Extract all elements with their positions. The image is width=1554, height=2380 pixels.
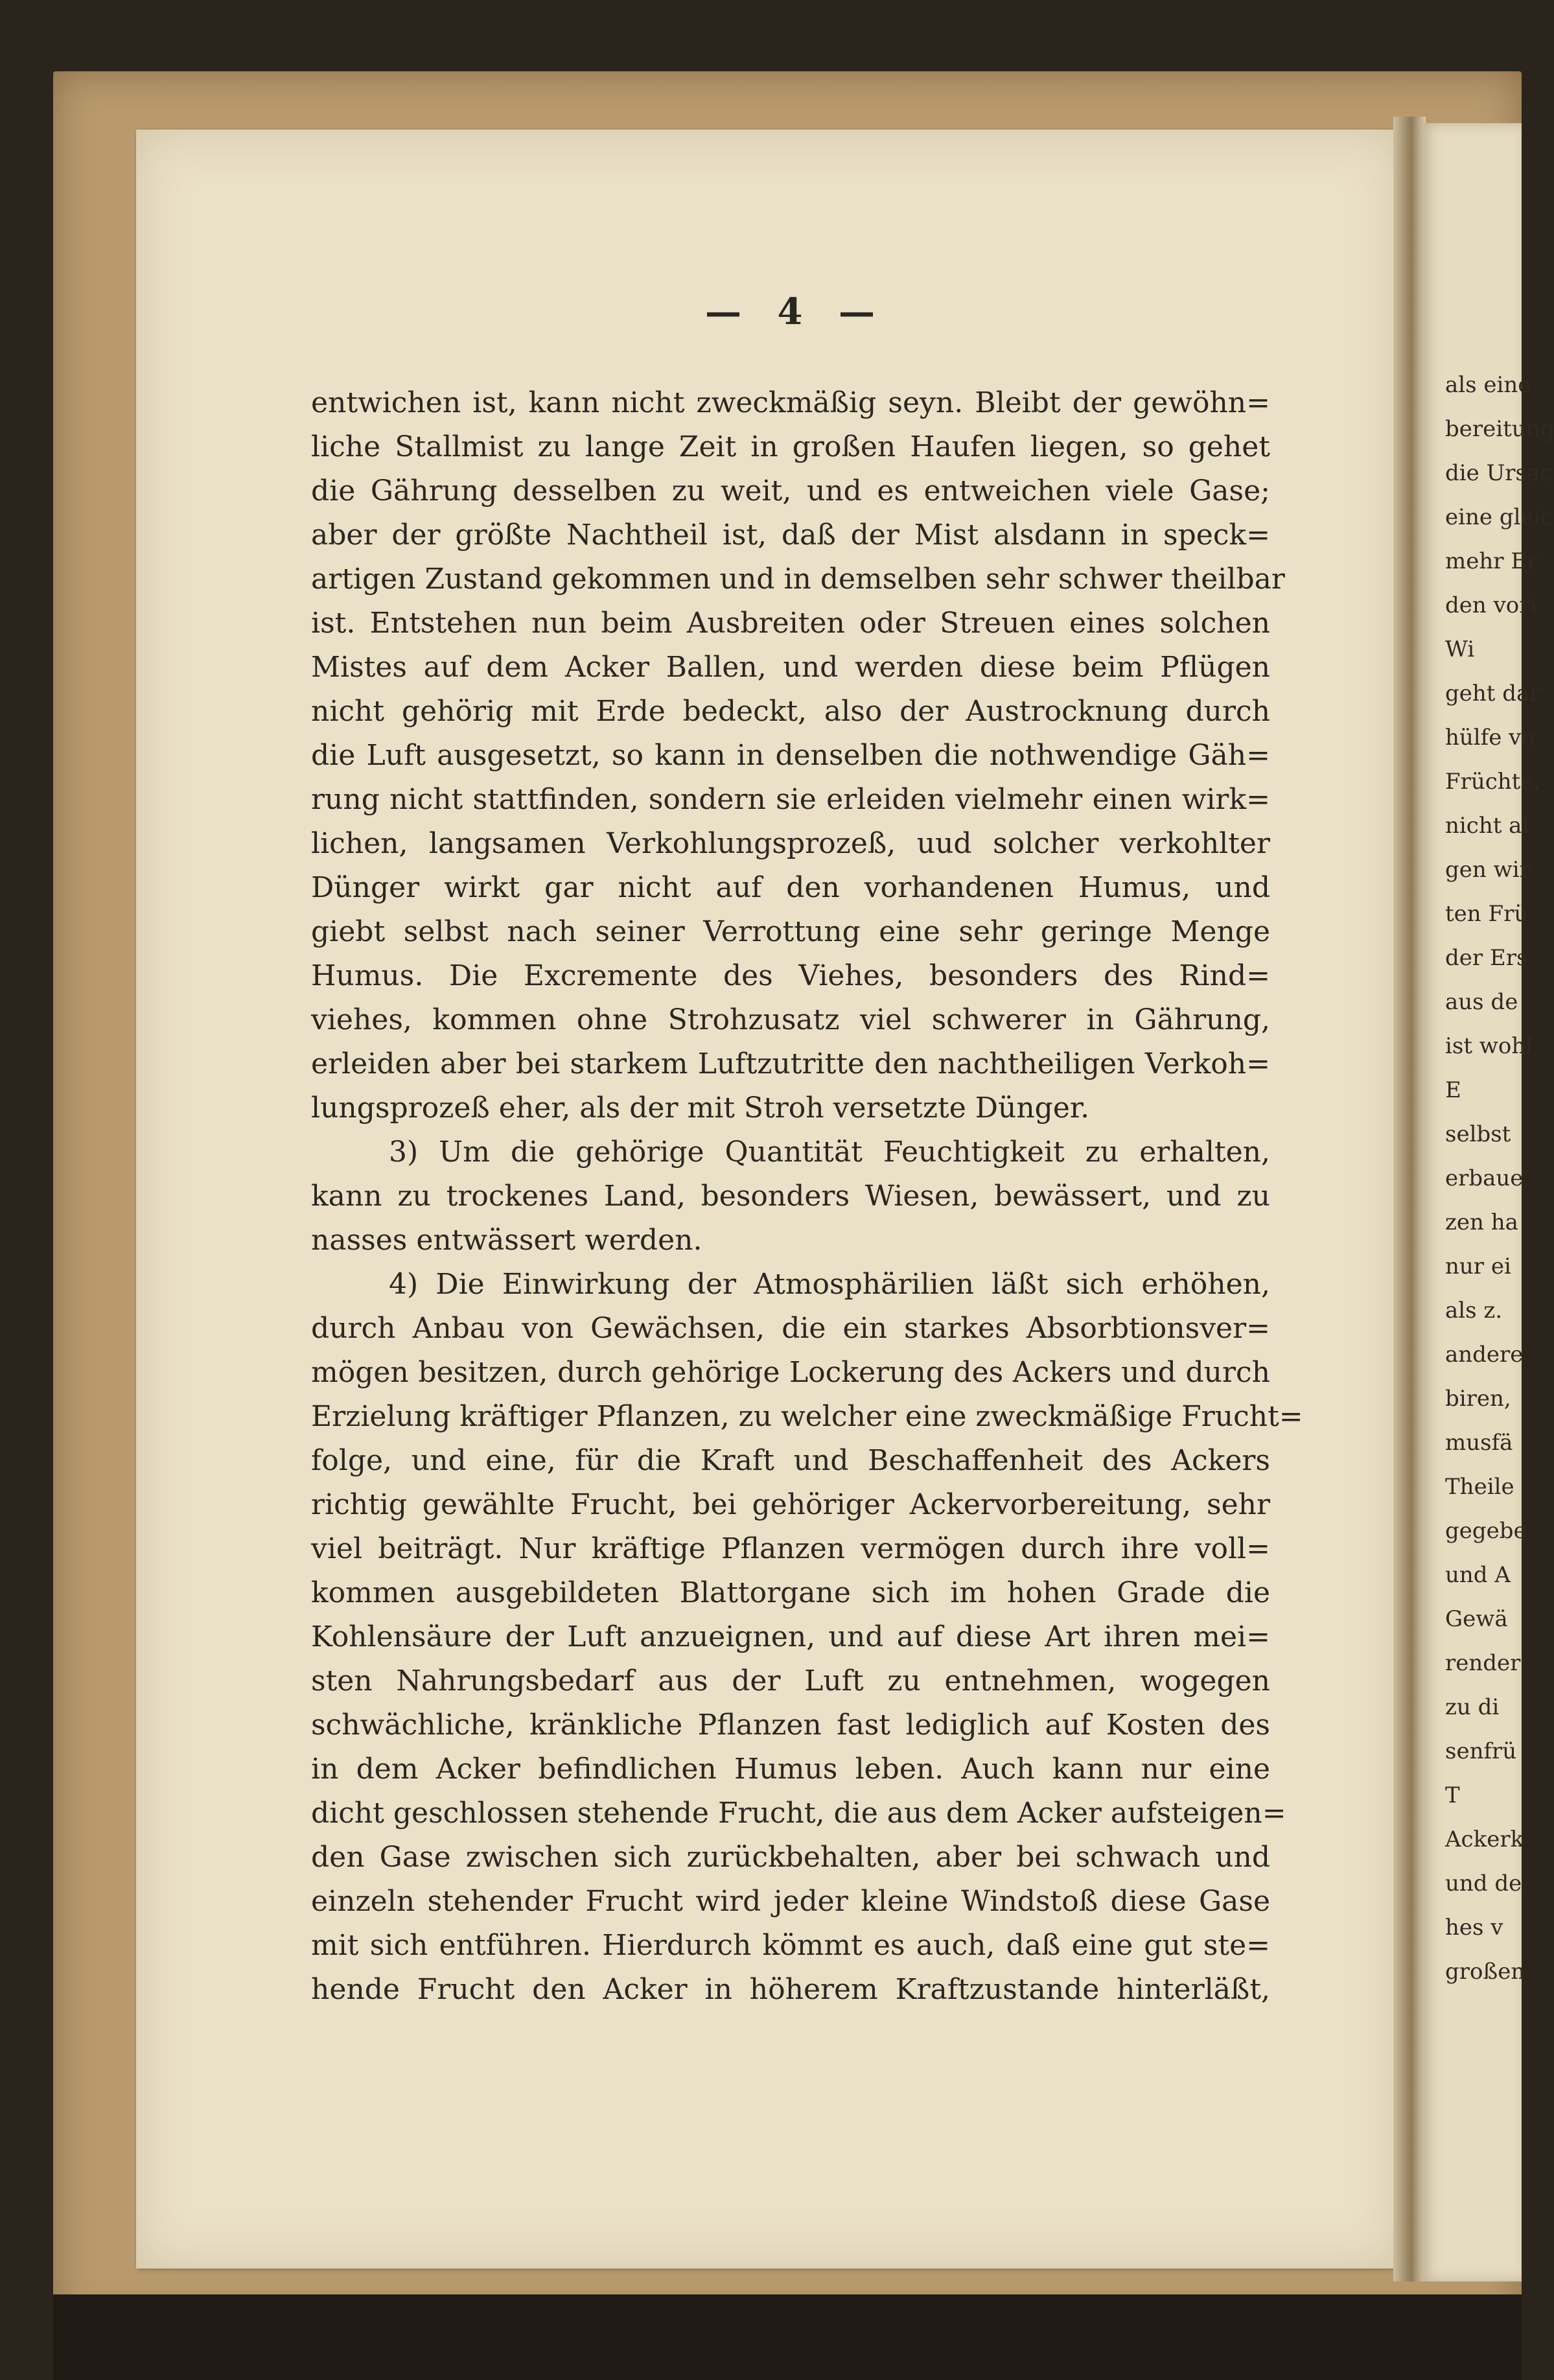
text-line: viehes, kommen ohne Strohzusatz viel schwerer in Gährung,	[311, 1003, 1270, 1036]
facing-page-fragment: hülfe vo	[1445, 725, 1535, 751]
facing-page-fragment: E	[1445, 1077, 1461, 1103]
page-number: — 4 —	[705, 290, 887, 333]
facing-page-fragment: hes v	[1445, 1915, 1503, 1941]
facing-page-fragment: selbst	[1445, 1121, 1511, 1147]
facing-page-fragment: aus de	[1445, 989, 1518, 1015]
text-line: folge, und eine, für die Kraft und Beschaffenheit des Ackers	[311, 1444, 1270, 1477]
facing-page-fragment: gen wir	[1445, 857, 1530, 883]
text-line: die Luft ausgesetzt, so kann in denselben die nothwendige Gäh=	[311, 739, 1270, 772]
text-line: lichen, langsamen Verkohlungsprozeß, uud solcher verkohlter	[311, 827, 1270, 860]
text-line: mit sich entführen. Hierdurch kömmt es auch, daß eine gut ste=	[311, 1929, 1270, 1962]
text-line: 4) Die Einwirkung der Atmosphärilien läßt sich erhöhen,	[389, 1268, 1270, 1301]
text-line: ist. Entstehen nun beim Ausbreiten oder Streuen eines solchen	[311, 607, 1270, 640]
facing-page-fragment: und A	[1445, 1562, 1511, 1588]
text-line: in dem Acker befindlichen Humus leben. Auch kann nur eine	[311, 1753, 1270, 1786]
text-line: kommen ausgebildeten Blattorgane sich im hohen Grade die	[311, 1576, 1270, 1609]
text-line: aber der größte Nachtheil ist, daß der Mist alsdann in speck=	[311, 519, 1270, 552]
background-shadow	[53, 2294, 1522, 2380]
text-line: dicht geschlossen stehende Frucht, die aus dem Acker aufsteigen=	[311, 1797, 1286, 1830]
facing-page-fragment: ist wohl	[1445, 1033, 1533, 1059]
text-line: den Gase zwischen sich zurückbehalten, aber bei schwach und	[311, 1841, 1270, 1874]
facing-page-fragment: gegebe	[1445, 1518, 1527, 1544]
facing-page-fragment: und de	[1445, 1871, 1522, 1896]
facing-page-fragment: Gewä	[1445, 1606, 1508, 1632]
text-line: giebt selbst nach seiner Verrottung eine sehr geringe Menge	[311, 915, 1270, 948]
facing-page-fragment: Wi	[1445, 636, 1475, 662]
text-line: richtig gewählte Frucht, bei gehöriger Ackervorbereitung, sehr	[311, 1488, 1270, 1521]
text-line: einzeln stehender Frucht wird jeder kleine Windstoß diese Gase	[311, 1885, 1270, 1918]
text-line: erleiden aber bei starkem Luftzutritte den nachtheiligen Verkoh=	[311, 1047, 1270, 1080]
text-line: kann zu trockenes Land, besonders Wiesen, bewässert, und zu	[311, 1180, 1270, 1213]
text-line: artigen Zustand gekommen und in demselben sehr schwer theilbar	[311, 563, 1285, 596]
facing-page-fragment: bereitung	[1445, 416, 1554, 442]
facing-page-fragment: Früchte,	[1445, 769, 1541, 795]
text-line: Mistes auf dem Acker Ballen, und werden diese beim Pflügen	[311, 651, 1270, 684]
text-line: 3) Um die gehörige Quantität Feuchtigkeit zu erhalten,	[389, 1136, 1270, 1169]
book-gutter	[1393, 117, 1426, 2281]
facing-page-fragment: mehr Er	[1445, 548, 1538, 574]
text-line: viel beiträgt. Nur kräftige Pflanzen vermögen durch ihre voll=	[311, 1532, 1270, 1565]
facing-page-text-fragments	[1445, 363, 1554, 1994]
text-line: Erzielung kräftiger Pflanzen, zu welcher eine zweckmäßige Frucht=	[311, 1400, 1303, 1433]
facing-page-fragment: render	[1445, 1650, 1521, 1676]
text-line: hende Frucht den Acker in höherem Kraftzustande hinterläßt,	[311, 1973, 1270, 2006]
text-line: nicht gehörig mit Erde bedeckt, also der Austrocknung durch	[311, 695, 1270, 728]
text-line: rung nicht stattfinden, sondern sie erleiden vielmehr einen wirk=	[311, 783, 1270, 816]
text-line: schwächliche, kränkliche Pflanzen fast lediglich auf Kosten des	[311, 1709, 1270, 1742]
facing-page-fragment: andere	[1445, 1342, 1524, 1368]
facing-page-fragment: ten Frü	[1445, 901, 1529, 927]
facing-page-fragment: Ackerk	[1445, 1826, 1524, 1852]
text-line: Humus. Die Excremente des Viehes, besonders des Rind=	[311, 959, 1270, 992]
text-line: nasses entwässert werden.	[311, 1224, 702, 1257]
text-line: liche Stallmist zu lange Zeit in großen Haufen liegen, so gehet	[311, 430, 1270, 463]
text-line: die Gährung desselben zu weit, und es entweichen viele Gase;	[311, 474, 1270, 508]
text-line: Kohlensäure der Luft anzueignen, und auf diese Art ihren mei=	[311, 1620, 1270, 1653]
facing-page-fragment: nur ei	[1445, 1254, 1511, 1279]
page-body-text	[311, 381, 1303, 2012]
facing-page-fragment: T	[1445, 1782, 1460, 1808]
facing-page-fragment: als z.	[1445, 1298, 1503, 1324]
facing-page-fragment: Theile	[1445, 1474, 1514, 1500]
facing-page-fragment: biren,	[1445, 1386, 1511, 1412]
text-line: mögen besitzen, durch gehörige Lockerung des Ackers und durch	[311, 1356, 1270, 1389]
facing-page-fragment: musfä	[1445, 1430, 1513, 1456]
facing-page-fragment: geht dar	[1445, 681, 1540, 706]
facing-page-fragment: senfrü	[1445, 1738, 1517, 1764]
text-line: entwichen ist, kann nicht zweckmäßig seyn. Bleibt der gewöhn=	[311, 386, 1270, 419]
text-line: durch Anbau von Gewächsen, die ein starkes Absorbtionsver=	[311, 1312, 1270, 1345]
facing-page-fragment: zen ha	[1445, 1209, 1518, 1235]
text-line: Dünger wirkt gar nicht auf den vorhandenen Humus, und	[311, 871, 1270, 904]
text-line: lungsprozeß eher, als der mit Stroh versetzte Dünger.	[311, 1091, 1090, 1125]
facing-page-fragment: der Ers	[1445, 945, 1528, 971]
facing-page-fragment: die Ursac	[1445, 460, 1553, 486]
facing-page-fragment: großen	[1445, 1959, 1525, 1985]
text-line: sten Nahrungsbedarf aus der Luft zu entnehmen, wogegen	[311, 1664, 1270, 1698]
facing-page-fragment: zu di	[1445, 1694, 1500, 1720]
facing-page-fragment: den vori	[1445, 592, 1537, 618]
facing-page-fragment: eine gleic	[1445, 504, 1553, 530]
facing-page-fragment: nicht al	[1445, 813, 1529, 839]
facing-page-fragment: als eine	[1445, 372, 1531, 398]
facing-page-fragment: erbaue	[1445, 1165, 1524, 1191]
